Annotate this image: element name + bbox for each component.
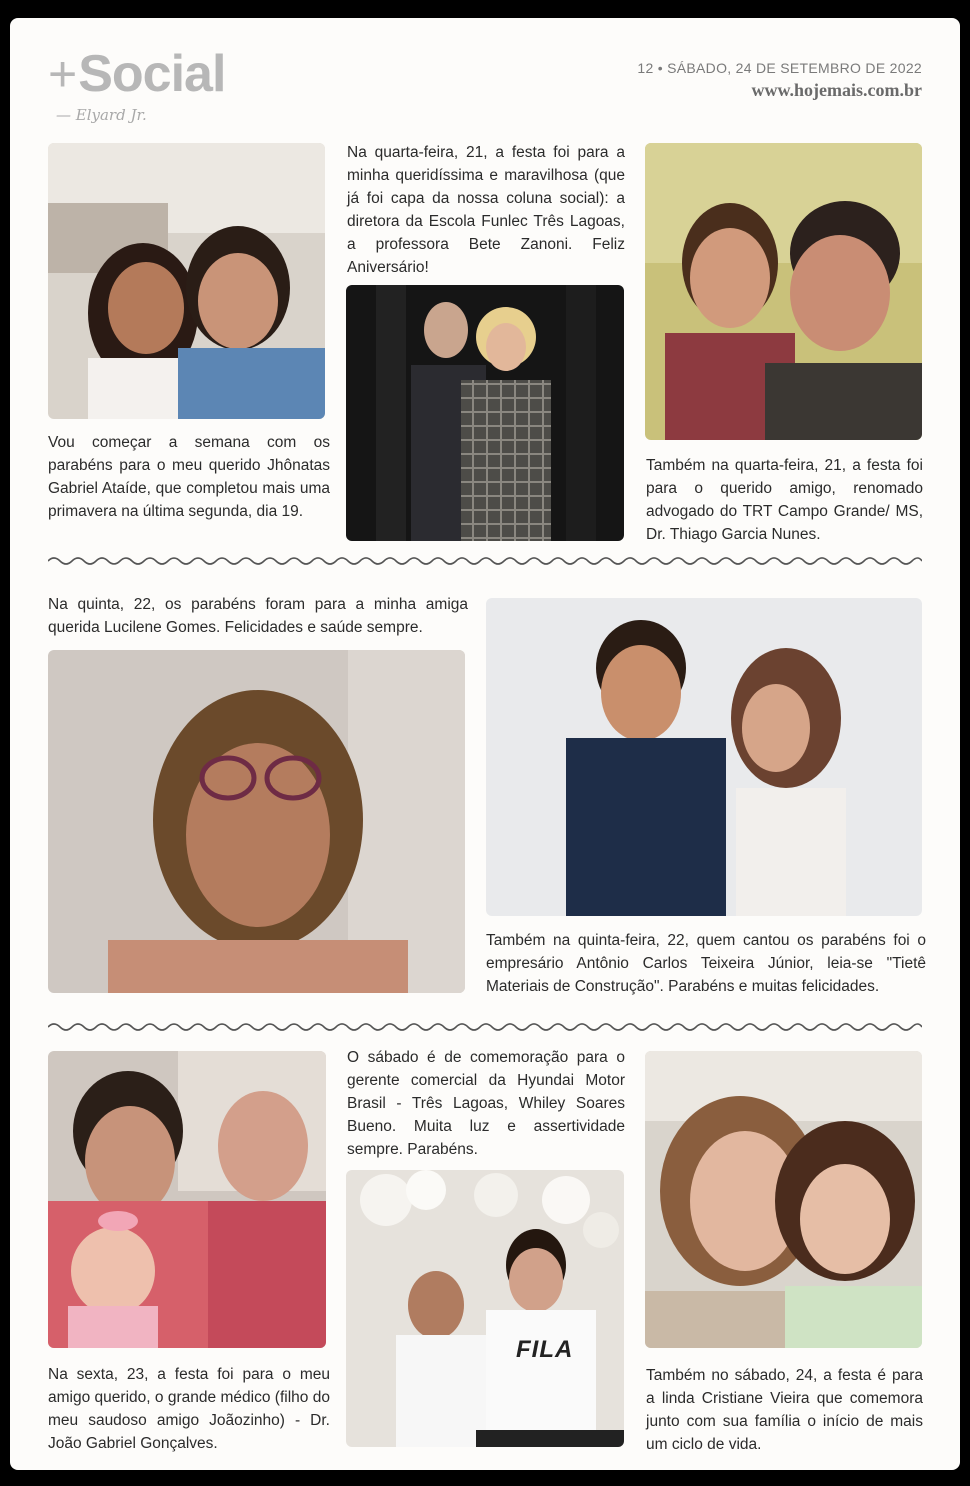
caption-whiley-bueno: O sábado é de comemoração para o gerente comercial da Hyundai Motor Brasil - Três Lagoas, Whiley Soares Bueno. Muita luz e assertividade sempre. Parabéns. bbox=[347, 1049, 625, 1158]
site-url[interactable]: www.hojemais.com.br bbox=[751, 80, 922, 100]
section-divider-2 bbox=[48, 1021, 922, 1033]
photo-joao-gabriel bbox=[48, 1051, 326, 1348]
photo-lucilene-gomes bbox=[48, 650, 465, 993]
column-logo bbox=[48, 45, 226, 103]
newspaper-page bbox=[10, 18, 960, 1470]
section-divider-1 bbox=[48, 555, 922, 567]
caption-antonio-carlos: Também na quinta-feira, 22, quem cantou os parabéns foi o empresário Antônio Carlos Teixeira Júnior, leia-se "Tietê Materiais de Construção". Parabéns e muitas felicidades. bbox=[486, 932, 926, 995]
photo-thiago-garcia bbox=[645, 143, 922, 440]
caption-cristiane-vieira: Também no sábado, 24, a festa é para a linda Cristiane Vieira que comemora junto com sua família o início de mais um ciclo de vida. bbox=[646, 1367, 923, 1453]
caption-lucilene-gomes: Na quinta, 22, os parabéns foram para a minha amiga querida Lucilene Gomes. Felicidades e saúde sempre. bbox=[48, 596, 468, 636]
photo-bete-zanoni bbox=[346, 285, 624, 541]
photo-whiley-bueno bbox=[346, 1170, 624, 1447]
author-signature: — Elyard Jr. bbox=[56, 106, 147, 124]
logo-plus: + bbox=[48, 46, 77, 102]
photo-jhonatas bbox=[48, 143, 325, 419]
caption-bete-zanoni: Na quarta-feira, 21, a festa foi para a minha queridíssima e maravilhosa (que já foi capa da nossa coluna social): a diretora da Escola Funlec Três Lagoas, a professora Bete Zanoni. Feliz Aniversário! bbox=[347, 144, 625, 276]
caption-thiago-garcia: Também na quarta-feira, 21, a festa foi para o querido amigo, renomado advogado do TRT Campo Grande/ MS, Dr. Thiago Garcia Nunes. bbox=[646, 457, 923, 543]
caption-jhonatas: Vou começar a semana com os parabéns para o meu querido Jhônatas Gabriel Ataíde, que completou mais uma primavera na última segunda, dia 19. bbox=[48, 434, 330, 520]
shirt-logo-text: FILA bbox=[516, 1336, 574, 1363]
photo-antonio-carlos bbox=[486, 598, 922, 916]
caption-joao-gabriel: Na sexta, 23, a festa foi para o meu amigo querido, o grande médico (filho do meu saudoso amigo Joãozinho) - Dr. João Gabriel Gonçalves. bbox=[48, 1366, 330, 1452]
page-date: 12 • SÁBADO, 24 DE SETEMBRO DE 2022 bbox=[637, 60, 922, 76]
logo-word: Social bbox=[78, 45, 226, 103]
photo-cristiane-vieira bbox=[645, 1051, 922, 1348]
